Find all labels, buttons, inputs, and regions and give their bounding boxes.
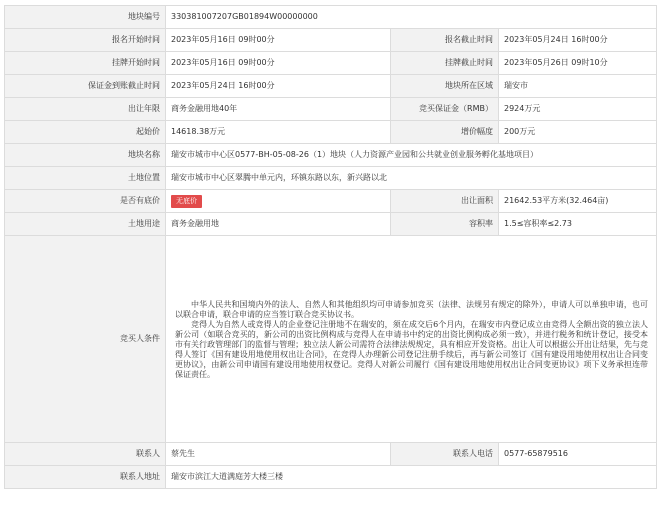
- value-contact-phone: 0577-65879516: [499, 443, 657, 466]
- label-contact-address: 联系人地址: [5, 466, 166, 489]
- value-contact: 蔡先生: [166, 443, 391, 466]
- label-parcel-no: 地块编号: [5, 6, 166, 29]
- label-listing-end: 挂牌截止时间: [391, 52, 499, 75]
- value-contact-address: 瑞安市滨江大道满庭芳大楼三楼: [166, 466, 657, 489]
- label-reserve-price: 是否有底价: [5, 190, 166, 213]
- label-contact-phone: 联系人电话: [391, 443, 499, 466]
- value-registration-end: 2023年05月24日 16时00分: [499, 29, 657, 52]
- label-bid-deposit: 竞买保证金（RMB）: [391, 98, 499, 121]
- land-info-panel: [4, 5, 656, 489]
- value-reserve-price-cell: [166, 190, 391, 213]
- no-reserve-badge: 无底价: [171, 195, 202, 208]
- row-land-use: [5, 213, 657, 236]
- row-deposit-deadline: [5, 75, 657, 98]
- label-increment: 增价幅度: [391, 121, 499, 144]
- value-land-use: 商务金融用地: [166, 213, 391, 236]
- label-contact: 联系人: [5, 443, 166, 466]
- value-bidder-conditions: [166, 236, 657, 443]
- value-region: 瑞安市: [499, 75, 657, 98]
- value-deposit-deadline: 2023年05月24日 16时00分: [166, 75, 391, 98]
- value-listing-start: 2023年05月16日 09时00分: [166, 52, 391, 75]
- row-term: [5, 98, 657, 121]
- row-contact-address: [5, 466, 657, 489]
- label-location: 土地位置: [5, 167, 166, 190]
- value-listing-end: 2023年05月26日 09时10分: [499, 52, 657, 75]
- conditions-paragraph-2: 竞得人为自然人或竞得人的企业登记注册地不在瑞安的，须在成交后6个月内，在瑞安市内登记成立由竞得人全额出资的独立法人新公司（如联合竞买的，新公司的出资比例构成与竞得人在申请书中约定的出资比例构成必须一致），并进行税务和统计登记，接受本市有关行政管理部门的监督与管理；独立法人新公司需符合法律法规规定，具有相应开发资格。出让人可以根据公开出让结果，先与竞得人签订《国有建设用地使用权出让合同》，在竞得人办理新公司登记注册手续后，再与新公司签订《国有建设用地使用权出让合同变更协议》，由新公司申请国有建设用地使用权登记。竞得人对新公司履行《国有建设用地使用权出让合同变更协议》项下义务承担连带保证责任。: [175, 320, 649, 379]
- label-registration-start: 报名开始时间: [5, 29, 166, 52]
- label-term: 出让年限: [5, 98, 166, 121]
- label-registration-end: 报名截止时间: [391, 29, 499, 52]
- row-reserve-price: [5, 190, 657, 213]
- label-area: 出让面积: [391, 190, 499, 213]
- label-bidder-conditions: 竞买人条件: [5, 236, 166, 443]
- label-listing-start: 挂牌开始时间: [5, 52, 166, 75]
- value-bid-deposit: 2924万元: [499, 98, 657, 121]
- row-location: [5, 167, 657, 190]
- value-registration-start: 2023年05月16日 09时00分: [166, 29, 391, 52]
- label-parcel-name: 地块名称: [5, 144, 166, 167]
- row-bidder-conditions: [5, 236, 657, 443]
- row-registration-time: [5, 29, 657, 52]
- value-plot-ratio: 1.5≤容积率≤2.73: [499, 213, 657, 236]
- label-land-use: 土地用途: [5, 213, 166, 236]
- value-start-price: 14618.38万元: [166, 121, 391, 144]
- label-plot-ratio: 容积率: [391, 213, 499, 236]
- value-location: 瑞安市城市中心区翠腾中单元内，环镇东路以东，新兴路以北: [166, 167, 657, 190]
- label-start-price: 起始价: [5, 121, 166, 144]
- label-region: 地块所在区域: [391, 75, 499, 98]
- value-increment: 200万元: [499, 121, 657, 144]
- row-parcel-name: [5, 144, 657, 167]
- label-deposit-deadline: 保证金到账截止时间: [5, 75, 166, 98]
- row-start-price: [5, 121, 657, 144]
- value-parcel-no: 330381007207GB01894W00000000: [166, 6, 657, 29]
- row-parcel-no: [5, 6, 657, 29]
- value-parcel-name: 瑞安市城市中心区0577-BH-05-08-26（1）地块（人力资源产业园和公共就业创业服务孵化基地项目）: [166, 144, 657, 167]
- row-contact: [5, 443, 657, 466]
- value-area: 21642.53平方米(32.464亩): [499, 190, 657, 213]
- conditions-paragraph-1: 中华人民共和国境内外的法人、自然人和其他组织均可申请参加竞买（法律、法规另有规定的除外），申请人可以单独申请，也可以联合申请，联合申请的应当签订联合竞买协议书。: [175, 300, 649, 319]
- row-listing-time: [5, 52, 657, 75]
- land-info-table: [4, 5, 657, 489]
- value-term: 商务金融用地40年: [166, 98, 391, 121]
